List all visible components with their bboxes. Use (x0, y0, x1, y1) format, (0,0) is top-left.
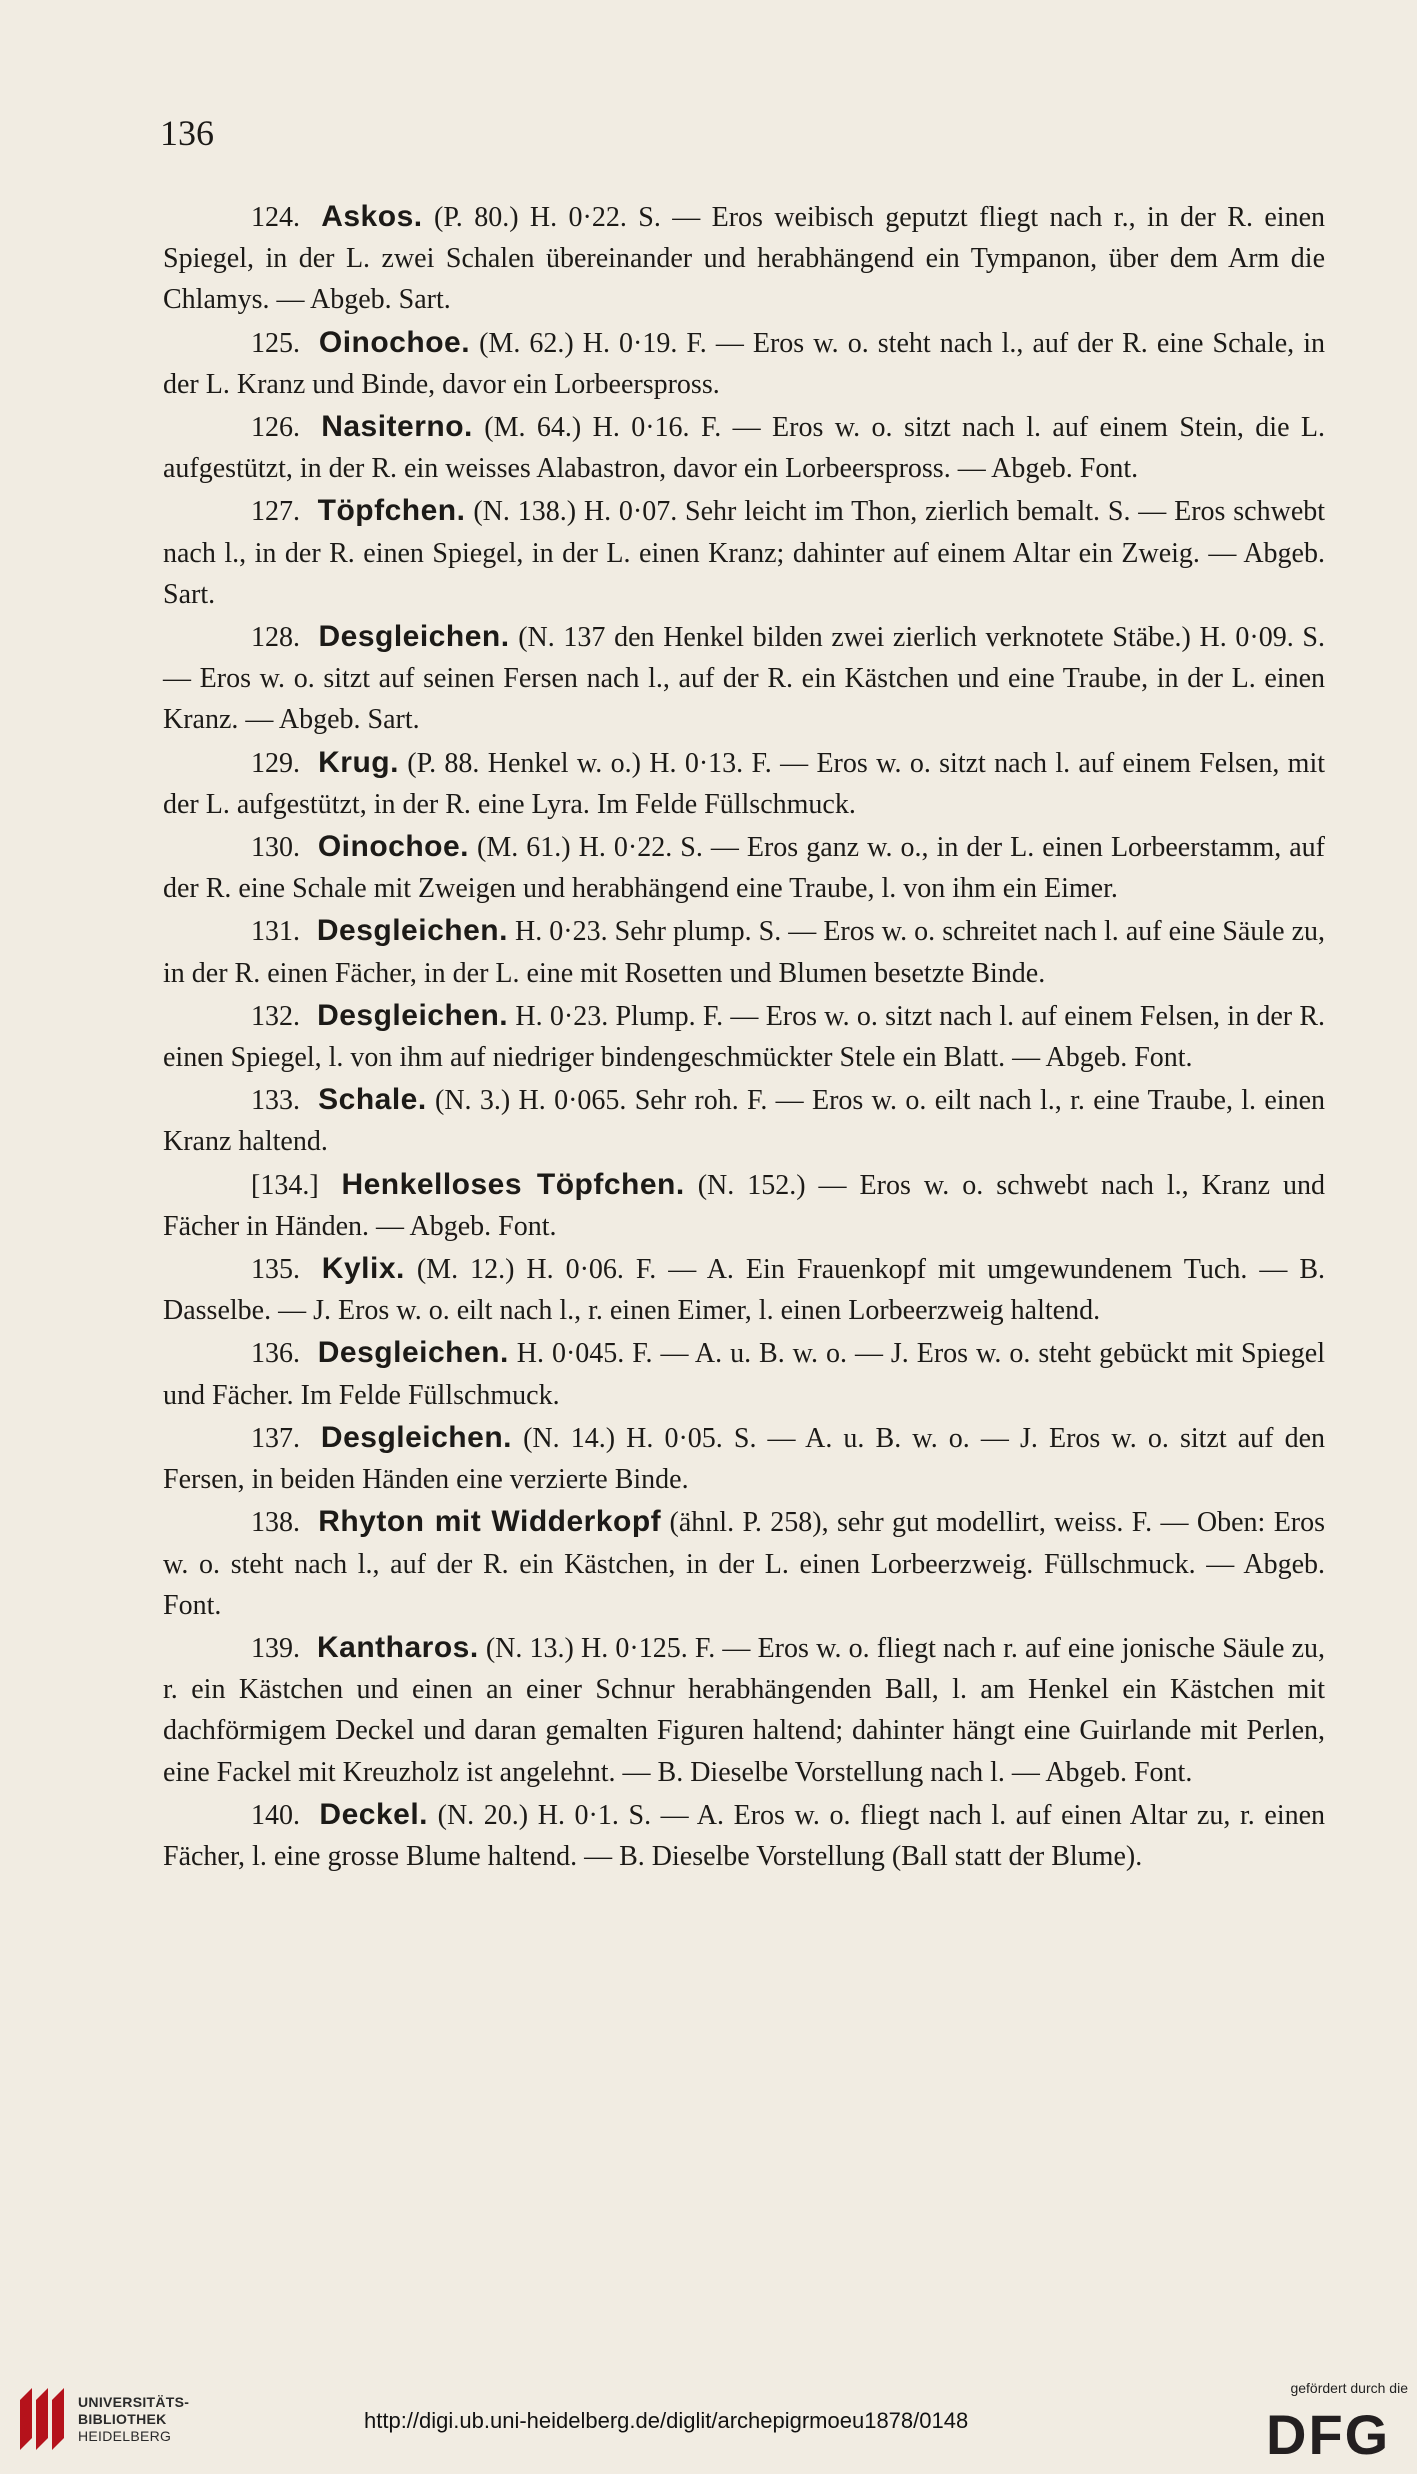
entry (163, 1164, 1325, 1247)
entry-text: H. 0·045. F. — A. u. B. w. o. — J. Eros w. o. steht gebückt mit Spiegel und Fächer. Im Felde Füllschmuck. (163, 1338, 1326, 1411)
entry-title: Oinochoe. (318, 325, 471, 359)
entry (163, 826, 1325, 909)
entry-number: 140. (251, 1799, 300, 1831)
entry-text: (M. 12.) H. 0·06. F. — A. Ein Frauenkopf mit umgewundenem Tuch. — B. Dasselbe. — J. Eros w. o. eilt nach l., r. einen Eimer, l. einen Lorbeerzweig haltend. (163, 1254, 1326, 1327)
entry-title: Desgleichen. (320, 1420, 512, 1454)
dfg-logo-text: DFG (1266, 2406, 1391, 2462)
entry-text: (N. 3.) H. 0·065. Sehr roh. F. — Eros w. o. eilt nach l., r. eine Traube, l. einen Kranz haltend. (163, 1085, 1326, 1158)
entry-text: (N. 13.) H. 0·125. F. — Eros w. o. fliegt nach r. auf eine jonische Säule zu, r. ein Kästchen und einen an einer Schnur herabhängenden Ball, l. am Henkel ein Kästchen mit dachförmigem Deckel und daran gemalten Figuren haltend; dahinter hängt eine Guirlande mit Perlen, eine Fackel mit Kreuzholz ist angelehnt. — B. Dieselbe Vorstellung nach l. — Abgeb. Font. (163, 1632, 1326, 1788)
entry-number: 127. (251, 496, 300, 528)
entry (163, 490, 1325, 615)
entry-number: 138. (251, 1507, 300, 1539)
library-logo (14, 2380, 190, 2460)
entry-title: Töpfchen. (317, 494, 466, 528)
library-logo-text (78, 2394, 189, 2445)
entry (163, 1794, 1325, 1877)
entry-number: 124. (251, 202, 300, 233)
entry (163, 1248, 1325, 1331)
entry (163, 196, 1325, 321)
entry-title: Kantharos. (316, 1630, 479, 1664)
entry (163, 406, 1325, 489)
entry (163, 1079, 1325, 1162)
entry (163, 995, 1325, 1078)
entry-text: (N. 14.) H. 0·05. S. — A. u. B. w. o. — J. Eros w. o. sitzt auf den Fersen, in beiden Händen eine verzierte Binde. (163, 1422, 1326, 1496)
entry (163, 910, 1325, 993)
entry-text: H. 0·23. Sehr plump. S. — Eros w. o. schreitet nach l. auf eine Säule zu, in der R. einen Fächer, in der L. eine mit Rosetten und Blumen besetzte Binde. (163, 916, 1326, 989)
entry-number: 131. (251, 916, 300, 948)
entry-title: Henkelloses Töpfchen. (341, 1167, 685, 1201)
entry-title: Desgleichen. (316, 914, 508, 948)
entry-text: H. 0·23. Plump. F. — Eros w. o. sitzt nach l. auf einem Felsen, in der R. einen Spiegel, l. von ihm auf niedriger bindengeschmückter Stele ein Blatt. — Abgeb. Font. (163, 1000, 1326, 1074)
entry-title: Krug. (318, 745, 399, 779)
entry-text: (ähnl. P. 258), sehr gut modellirt, weiss. F. — Oben: Eros w. o. steht nach l., auf der R. ein Kästchen, in der L. einen Lorbeerzweig. Füllschmuck. — Abgeb. Font. (163, 1507, 1326, 1621)
entry (163, 1417, 1325, 1500)
dfg-funding (1258, 2380, 1408, 2466)
entry-title: Desgleichen. (317, 1336, 509, 1370)
entry-number: 133. (251, 1085, 300, 1117)
entry-title: Desgleichen. (317, 998, 509, 1032)
entry (163, 1332, 1325, 1415)
footer (0, 2360, 1417, 2474)
entry-number: 128. (251, 622, 300, 654)
entry-title: Deckel. (319, 1797, 428, 1831)
entry (163, 616, 1325, 741)
logo-line: UNIVERSITÄTS- (78, 2394, 190, 2410)
dfg-logo (1266, 2406, 1404, 2462)
entry-text: (N. 152.) — Eros w. o. schwebt nach l., Kranz und Fächer in Händen. — Abgeb. Font. (163, 1169, 1326, 1242)
entry-title: Desgleichen. (318, 620, 510, 654)
library-logo-icon (14, 2380, 68, 2454)
entry-number: 129. (251, 747, 300, 779)
entry-text: (N. 20.) H. 0·1. S. — A. Eros w. o. fliegt nach l. auf einen Altar zu, r. einen Fächer, l. eine grosse Blume haltend. — B. Dieselbe Vorstellung (Ball statt der Blume). (163, 1799, 1326, 1872)
entry-number: 126. (251, 412, 300, 444)
catalogue-entries (163, 196, 1325, 1878)
logo-line: HEIDELBERG (78, 2428, 172, 2444)
entry (163, 322, 1325, 405)
entry-number: 139. (251, 1632, 300, 1664)
entry-number: 135. (251, 1254, 300, 1286)
entry-number: 125. (251, 327, 300, 359)
entry (163, 742, 1325, 825)
entry-title: Oinochoe. (317, 830, 470, 864)
entry-number: 130. (251, 832, 300, 864)
entry-text: (P. 80.) H. 0·22. S. — Eros weibisch geputzt fliegt nach r., in der R. einen Spiegel, in der L. zwei Schalen übereinander und herabhängend ein Tympanon, über dem Arm die Chlamys. — Abgeb. Sart. (163, 202, 1326, 316)
entry-title: Nasiterno. (321, 410, 473, 444)
entry-number: [134.] (251, 1169, 319, 1201)
entry-text: (M. 62.) H. 0·19. F. — Eros w. o. steht nach l., auf der R. eine Schale, in der L. Kranz und Binde, davor ein Lorbeerspross. (163, 327, 1325, 400)
entry-number: 137. (251, 1422, 300, 1454)
entry-text: (N. 137 den Henkel bilden zwei zierlich verknotete Stäbe.) H. 0·09. S. — Eros w. o. sitzt auf seinen Fersen nach l., auf der R. ein Kästchen und eine Traube, in der L. einen Kranz. — Abgeb. Sart. (163, 622, 1325, 736)
entry-text: (M. 64.) H. 0·16. F. — Eros w. o. sitzt nach l. auf einem Stein, die L. aufgestützt, in der R. ein weisses Alabastron, davor ein Lorbeerspross. — Abgeb. Font. (163, 412, 1325, 485)
entry-title: Schale. (318, 1083, 427, 1117)
entry (163, 1501, 1325, 1626)
entry-title: Rhyton mit Widderkopf (318, 1505, 662, 1539)
entry-title: Askos. (321, 200, 423, 233)
entry-text: (N. 138.) H. 0·07. Sehr leicht im Thon, zierlich bemalt. S. — Eros schwebt nach l., in der R. einen Spiegel, in der L. einen Kranz; dahinter auf einem Altar ein Zweig. — Abgeb. Sart. (163, 496, 1326, 610)
entry-title: Kylix. (321, 1252, 405, 1286)
logo-line: BIBLIOTHEK (78, 2411, 167, 2427)
entry-number: 132. (251, 1000, 300, 1032)
funding-note: gefördert durch die (1290, 2380, 1408, 2396)
entry-text: (P. 88. Henkel w. o.) H. 0·13. F. — Eros w. o. sitzt nach l. auf einem Felsen, mit der L. aufgestützt, in der R. eine Lyra. Im Felde Füllschmuck. (163, 747, 1325, 820)
entry-number: 136. (251, 1338, 300, 1370)
entry-text: (M. 61.) H. 0·22. S. — Eros ganz w. o., in der L. einen Lorbeerstamm, auf der R. eine Schale mit Zweigen und herabhängend eine Traube, l. von ihm ein Eimer. (163, 832, 1325, 905)
page-number: 136 (160, 113, 214, 153)
entry (163, 1627, 1325, 1793)
source-url[interactable]: http://digi.ub.uni-heidelberg.de/diglit/archepigrmoeu1878/0148 (364, 2408, 969, 2433)
